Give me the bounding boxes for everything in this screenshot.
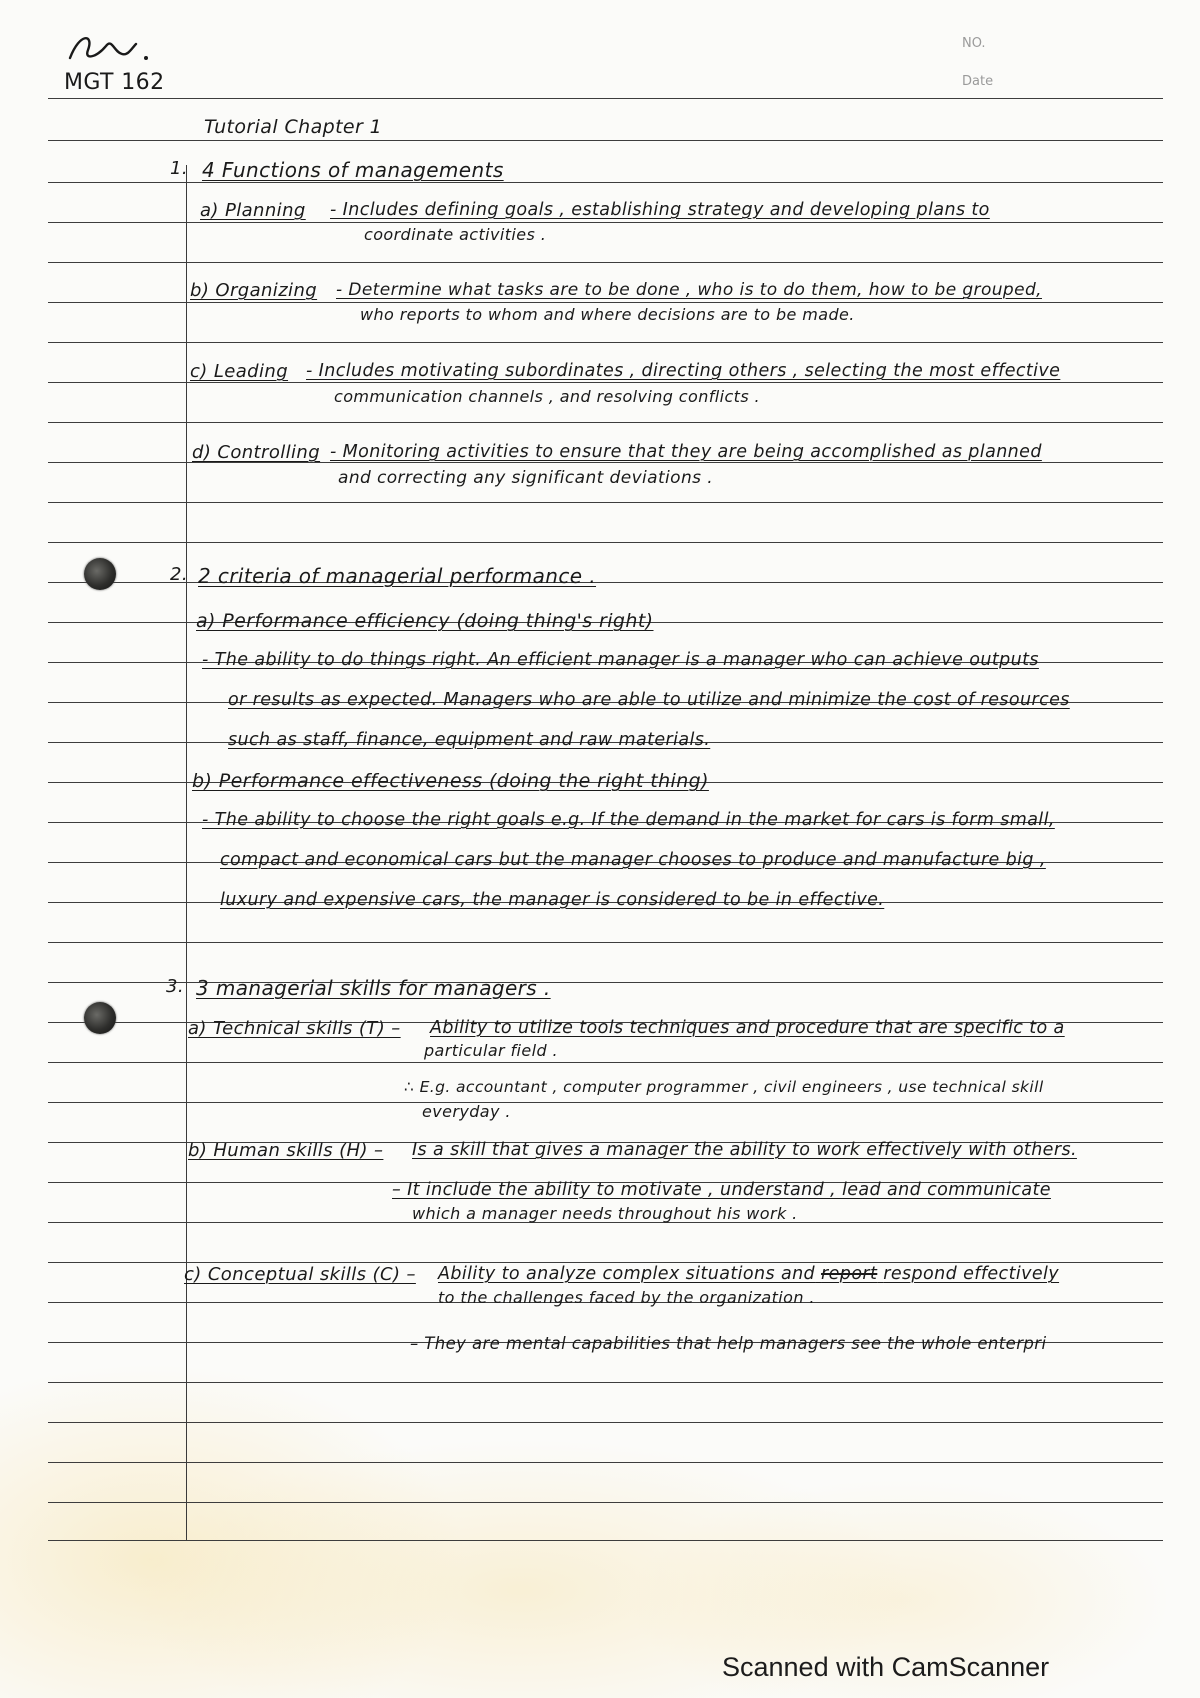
q2-a-line2: or results as expected. Managers who are able to utilize and minimize the cost of resources: [228, 690, 1070, 710]
q3-c-label: c) Conceptual skills (C) –: [184, 1264, 416, 1285]
q2-a-heading: a) Performance efficiency (doing thing's right): [196, 610, 654, 632]
q2-a-line1: - The ability to do things right. An efficient manager is a manager who can achieve outputs: [202, 650, 1039, 670]
q1-d-label: d) Controlling: [192, 442, 321, 463]
q3-a-line2: particular field .: [424, 1041, 559, 1060]
q3-b-label: b) Human skills (H) –: [188, 1140, 384, 1161]
q1-a-line1: - Includes defining goals , establishing strategy and developing plans to: [330, 200, 990, 220]
punch-hole: [84, 558, 116, 590]
q1-d-line2: and correcting any significant deviations .: [338, 468, 713, 488]
q1-a-line2: coordinate activities .: [364, 225, 547, 244]
signature: [66, 28, 156, 66]
q2-b-line3: luxury and expensive cars, the manager is considered to be in effective.: [220, 890, 885, 910]
q3-number: 3.: [166, 976, 184, 997]
q3-a-example1: ∴ E.g. accountant , computer programmer , civil engineers , use technical skill: [404, 1078, 1044, 1096]
q3-a-line1: Ability to utilize tools techniques and procedure that are specific to a: [430, 1018, 1065, 1038]
q1-b-label: b) Organizing: [190, 280, 318, 301]
course-code: MGT 162: [64, 70, 165, 95]
q2-heading: 2 criteria of managerial performance .: [198, 564, 597, 588]
q2-b-line1: - The ability to choose the right goals e.g. If the demand in the market for cars is form small,: [202, 810, 1055, 830]
q3-b-line1: Is a skill that gives a manager the ability to work effectively with others.: [412, 1140, 1077, 1160]
q3-c-struck-word: report: [821, 1264, 878, 1284]
q1-b-line1: - Determine what tasks are to be done , who is to do them, how to be grouped,: [336, 280, 1042, 300]
no-label: NO.: [962, 36, 986, 51]
punch-hole: [84, 1002, 116, 1034]
q1-a-label: a) Planning: [200, 200, 306, 221]
q3-heading: 3 managerial skills for managers .: [196, 976, 551, 1000]
camscanner-footer: Scanned with CamScanner: [722, 1652, 1050, 1682]
q3-c-line3: – They are mental capabilities that help managers see the whole enterpri: [410, 1334, 1047, 1353]
margin-line: [186, 165, 187, 1540]
q3-a-label: a) Technical skills (T) –: [188, 1018, 401, 1039]
q2-b-line2: compact and economical cars but the manager chooses to produce and manufacture big ,: [220, 850, 1046, 870]
q2-b-heading: b) Performance effectiveness (doing the right thing): [192, 770, 709, 792]
q3-a-example2: everyday .: [422, 1102, 511, 1121]
q3-c-line1-start: Ability to analyze complex situations and: [438, 1264, 816, 1284]
q1-number: 1.: [170, 158, 188, 179]
q2-number: 2.: [170, 564, 188, 585]
q3-b-line3: which a manager needs throughout his work .: [412, 1204, 798, 1223]
q1-heading: 4 Functions of managements: [202, 158, 504, 182]
q1-b-line2: who reports to whom and where decisions are to be made.: [360, 305, 855, 324]
q3-b-line2: – It include the ability to motivate , understand , lead and communicate: [392, 1180, 1051, 1200]
q1-c-label: c) Leading: [190, 361, 289, 382]
page-title: Tutorial Chapter 1: [204, 116, 383, 138]
q1-d-line1: - Monitoring activities to ensure that they are being accomplished as planned: [330, 442, 1042, 462]
q3-c-line2: to the challenges faced by the organization .: [438, 1288, 815, 1307]
q3-c-line1: [438, 1264, 1059, 1284]
q2-a-line3: such as staff, finance, equipment and raw materials.: [228, 730, 711, 750]
q1-c-line2: communication channels , and resolving conflicts .: [334, 387, 761, 406]
date-label: Date: [962, 74, 994, 89]
q1-c-line1: - Includes motivating subordinates , directing others , selecting the most effective: [306, 361, 1061, 381]
q3-c-line1-end: respond effectively: [883, 1264, 1060, 1284]
